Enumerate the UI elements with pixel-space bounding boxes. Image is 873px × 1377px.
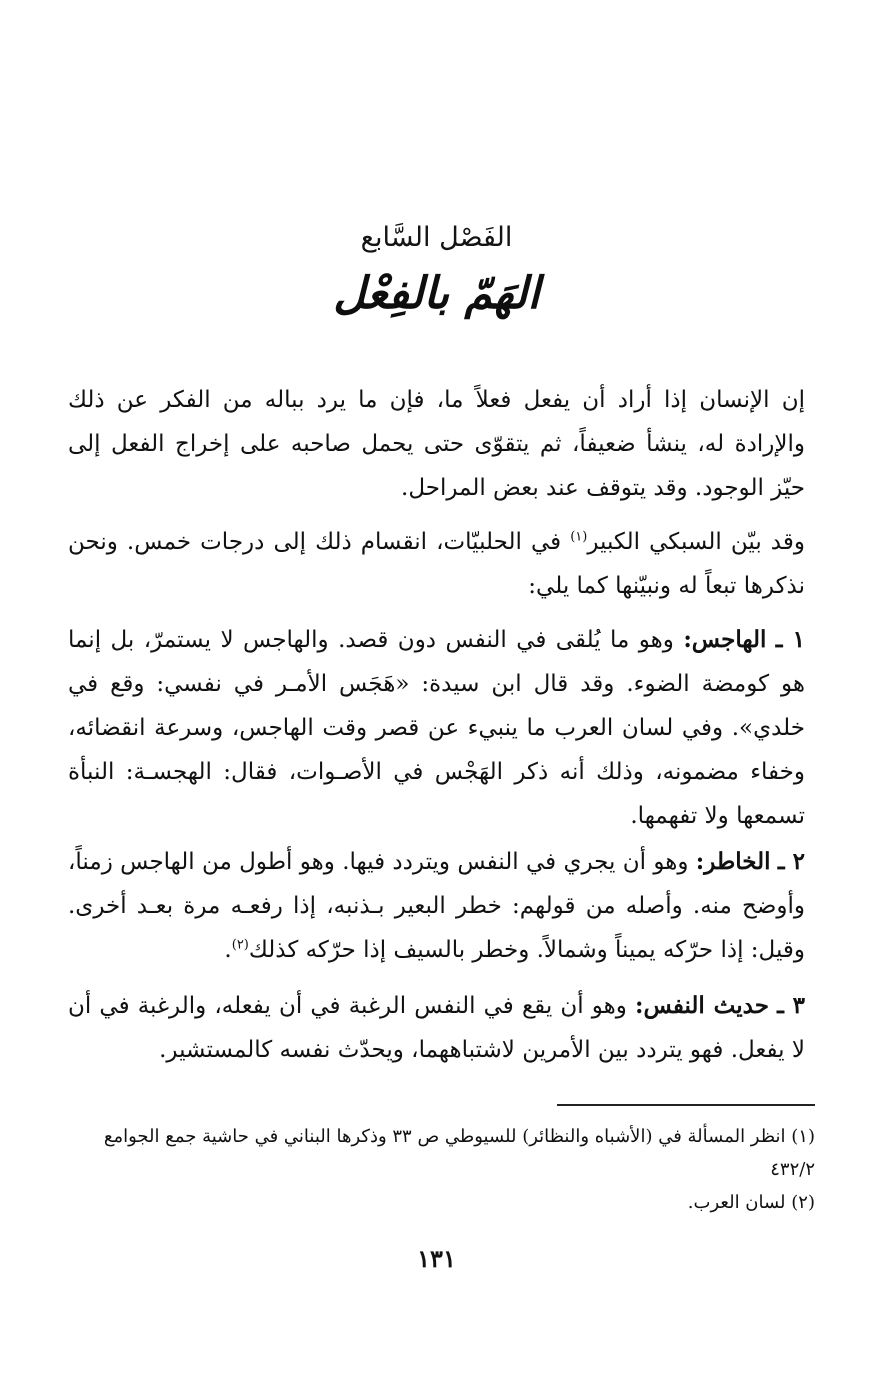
intro-paragraph xyxy=(68,378,805,510)
chapter-title: الهَمّ بالفِعْل xyxy=(333,268,540,319)
list-item xyxy=(68,618,805,838)
page-number: ١٣١ xyxy=(417,1244,456,1273)
item-number: ١ ـ xyxy=(775,626,805,653)
footnote-1-continuation: ٤٣٢/٢ xyxy=(770,1159,815,1180)
footnote-ref-2[interactable]: (٢) xyxy=(231,937,249,953)
item-body: وهو أن يجري في النفس ويتردد فيها. وهو أطول من الهاجس زمناً، وأوضح منه. وأصله من قولهم: خطر البعير بـذنبه، إذا رفعـه مرة بعـد أخرى. وقيل: إذا حرّكه يميناً وشمالاً. وخطر بالسيف إذا حرّكه كذلك xyxy=(68,849,805,963)
second-paragraph xyxy=(68,520,805,608)
item-term: حديث النفس: xyxy=(635,992,769,1019)
item-end: . xyxy=(224,937,232,963)
footnote-ref-1[interactable]: (١) xyxy=(570,529,588,545)
footnote-1 xyxy=(100,1120,815,1153)
item-number: ٢ ـ xyxy=(777,848,805,875)
footnote-marker: (١) xyxy=(791,1126,815,1147)
item-3-text xyxy=(68,984,805,1072)
item-1-text xyxy=(68,618,805,838)
chapter-label: الفَصْل السَّابع xyxy=(360,222,513,253)
list-item xyxy=(68,984,805,1072)
second-text-after: في الحلبيّات، انقسام ذلك إلى درجات خمس. ونحن نذكرها تبعاً له ونبيّنها كما يلي: xyxy=(68,529,805,599)
item-2-text xyxy=(68,840,805,972)
list-item xyxy=(68,840,805,972)
item-body: وهو ما يُلقى في النفس دون قصد. والهاجس لا يستمرّ، بل إنما هو كومضة الضوء. وقد قال ابن سيدة: «هَجَس الأمـر في نفسي: وقع في خلدي». وفي لسان العرب ما ينبيء عن قصر وقت الهاجس، وسرعة انقضائه، وخفاء مضمونه، وذلك أنه ذكر الهَجْس في الأصـوات، فقال: الهجسـة: النبأة تسمعها ولا تفهمها. xyxy=(68,627,805,829)
footnote-2 xyxy=(100,1186,815,1219)
footnote-text: انظر المسألة في (الأشباه والنظائر) للسيوطي ص ٣٣ وذكرها البناني في حاشية جمع الجوامع xyxy=(103,1126,786,1147)
footnote-divider xyxy=(557,1104,815,1106)
second-text xyxy=(68,520,805,608)
item-term: الهاجس: xyxy=(683,626,767,653)
footnote-marker: (٢) xyxy=(791,1192,815,1213)
intro-text: إن الإنسان إذا أراد أن يفعل فعلاً ما، فإن ما يرد بباله من الفكر عن ذلك والإرادة له، ينشأ ضعيفاً، ثم يتقوّى حتى يحمل صاحبه على إخراج الفعل إلى حيّز الوجود. وقد يتوقف عند بعض المراحل. xyxy=(68,387,805,501)
footnotes xyxy=(100,1120,815,1219)
footnote-text: لسان العرب. xyxy=(687,1192,786,1213)
item-number: ٣ ـ xyxy=(777,992,806,1019)
item-body: وهو أن يقع في النفس الرغبة في أن يفعله، والرغبة في أن لا يفعل. فهو يتردد بين الأمرين لاشتباههما، ويحدّث نفسه كالمستشير. xyxy=(68,993,805,1063)
item-term: الخاطر: xyxy=(695,848,771,875)
second-text-before: وقد بيّن السبكي الكبير xyxy=(587,529,805,555)
